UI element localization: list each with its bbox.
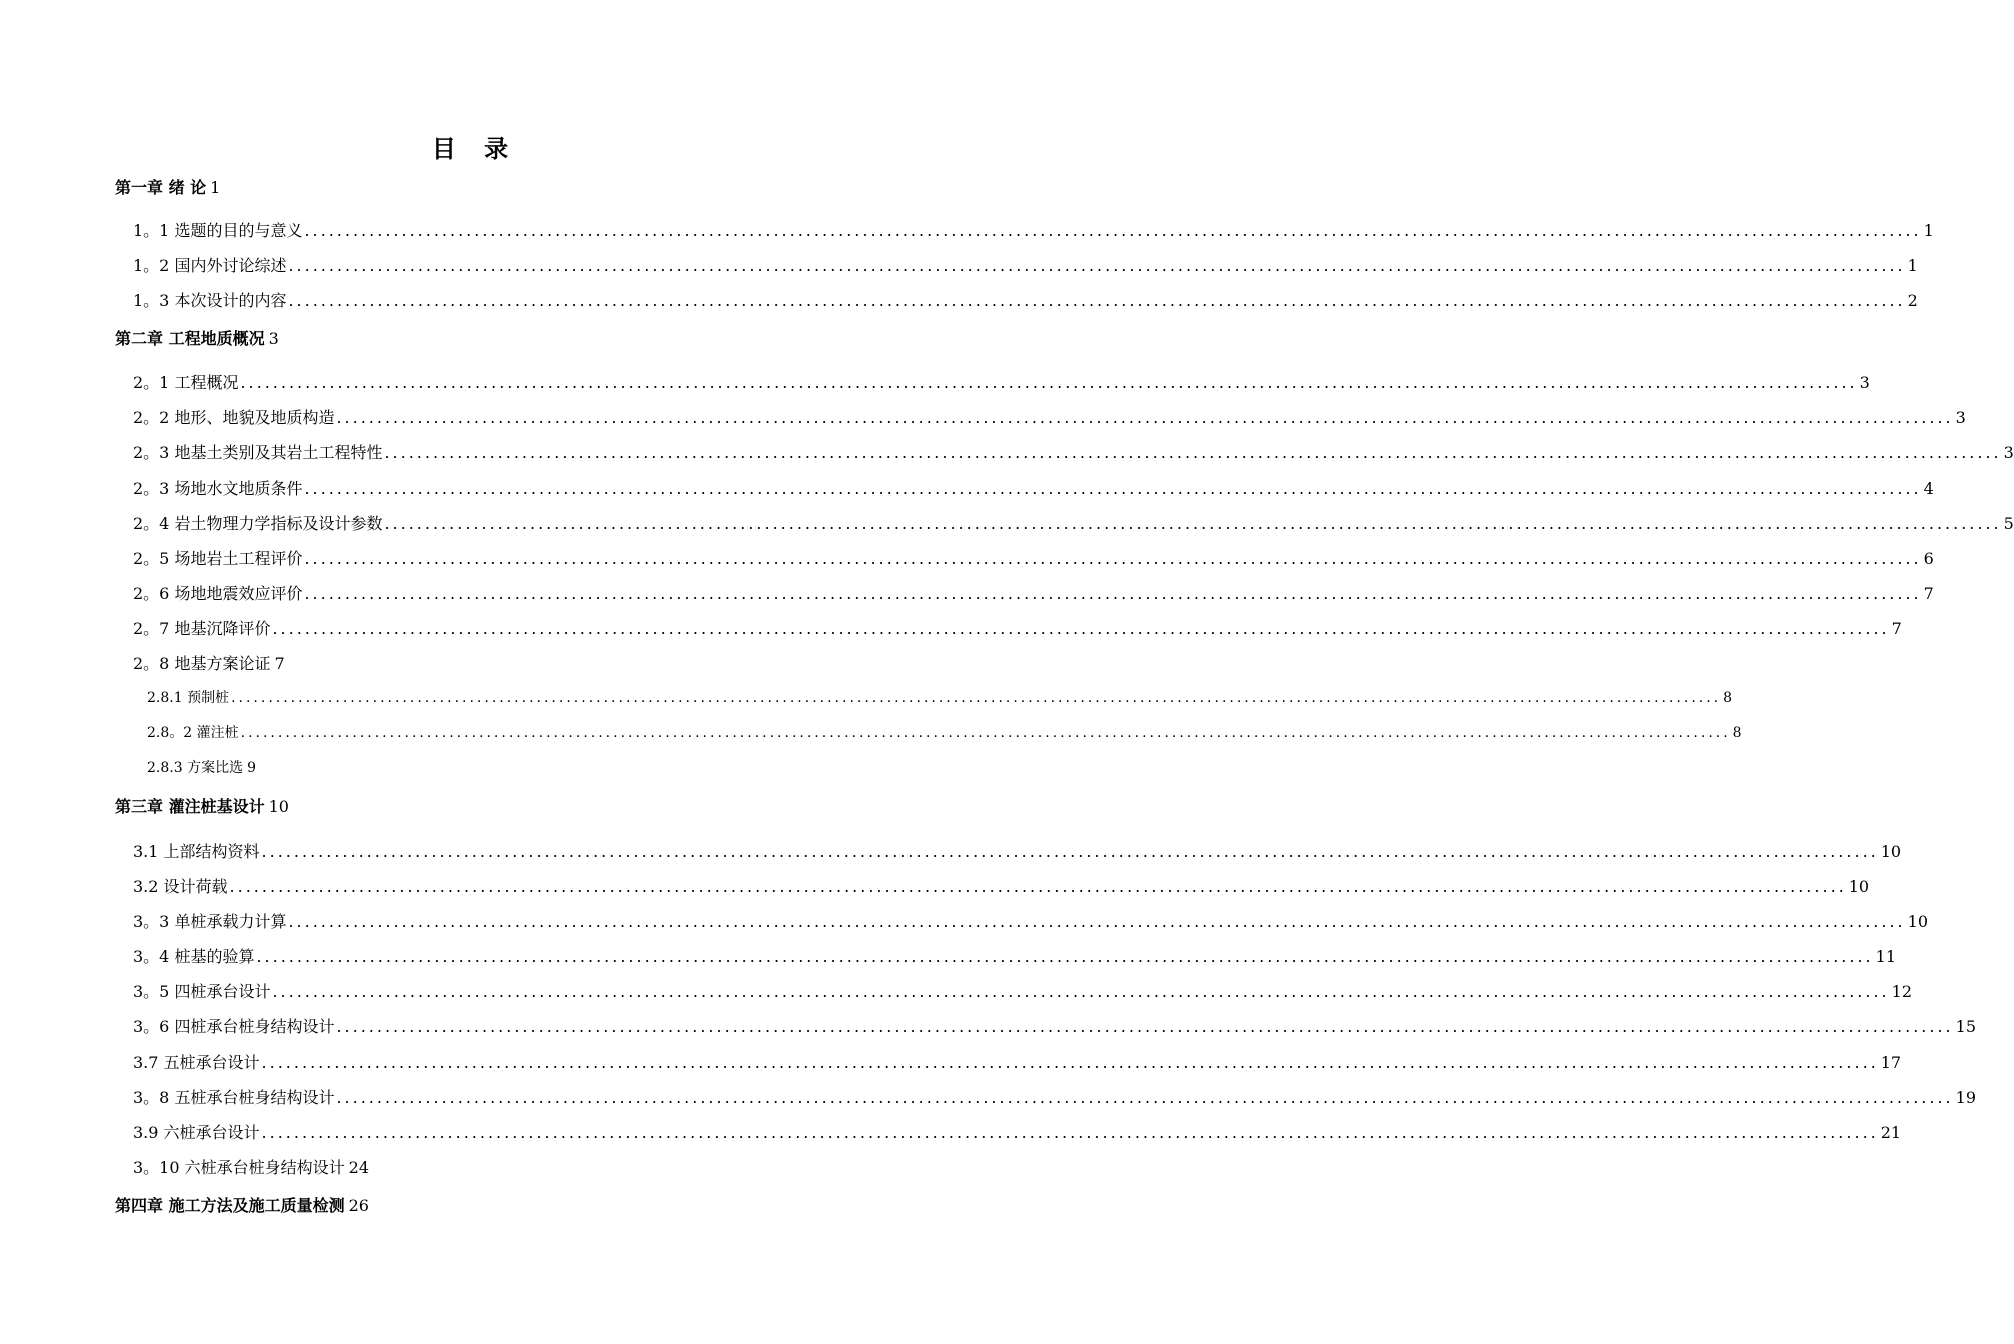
toc-dot-leader: ........................................................................................................................................................................................................ xyxy=(336,1088,1954,1107)
toc-page-number: 4 xyxy=(1923,479,1934,498)
toc-subsection-entry[interactable] xyxy=(147,687,1733,707)
toc-section-entry[interactable] xyxy=(133,546,1934,569)
toc-section-label: 3。4 桩基的验算 xyxy=(133,947,255,966)
toc-dot-leader: ........................................................................................................................................................................................................ xyxy=(384,514,2002,533)
toc-section-label: 3。8 五桩承台桩身结构设计 xyxy=(133,1088,335,1107)
toc-page-number: 3 xyxy=(268,329,279,348)
toc-dot-leader: ........................................................................................................................................................................................................ xyxy=(261,1053,1879,1072)
toc-chapter-entry[interactable] xyxy=(115,326,279,349)
toc-page-number: 12 xyxy=(1891,982,1912,1001)
toc-dot-leader: ........................................................................................................................................................................................................ xyxy=(304,479,1922,498)
toc-section-entry[interactable] xyxy=(133,476,1934,499)
toc-page-number: 21 xyxy=(1880,1123,1902,1142)
toc-section-label: 3。10 六桩承台桩身结构设计 xyxy=(133,1158,345,1177)
toc-page-number: 9 xyxy=(247,760,256,776)
toc-section-label: 2。6 场地地震效应评价 xyxy=(133,584,303,603)
toc-page-number: 7 xyxy=(274,654,285,673)
toc-dot-leader: ........................................................................................................................................................................................................ xyxy=(304,221,1922,240)
toc-dot-leader: ........................................................................................................................................................................................................ xyxy=(240,373,1858,392)
toc-page-number: 1 xyxy=(1907,256,1918,275)
toc-page-number: 8 xyxy=(1723,690,1733,706)
toc-section-entry[interactable] xyxy=(133,839,1902,862)
toc-page-number: 15 xyxy=(1955,1017,1976,1036)
toc-section-label: 2。1 工程概况 xyxy=(133,373,239,392)
toc-section-label: 2.8。2 灌注桩 xyxy=(147,725,239,741)
toc-section-entry[interactable] xyxy=(133,616,1902,639)
toc-dot-leader: ........................................................................................................................................................................................................ xyxy=(272,982,1890,1001)
toc-section-entry[interactable] xyxy=(133,253,1918,276)
toc-section-label: 3。6 四桩承台桩身结构设计 xyxy=(133,1017,335,1036)
toc-chapter-entry[interactable] xyxy=(115,794,289,817)
toc-section-entry[interactable] xyxy=(133,218,1934,241)
toc-dot-leader: ........................................................................................................................................................................................................ xyxy=(288,256,1906,275)
toc-page-number: 11 xyxy=(1875,947,1896,966)
toc-dot-leader: ........................................................................................................................................................................................................ xyxy=(304,549,1922,568)
toc-page-number: 1 xyxy=(1923,221,1934,240)
toc-dot-leader: ........................................................................................................................................................................................................ xyxy=(288,912,1906,931)
toc-chapter-label: 第一章 绪 论 xyxy=(115,178,207,197)
toc-page-number: 10 xyxy=(1848,877,1870,896)
toc-section-label: 2。3 场地水文地质条件 xyxy=(133,479,303,498)
toc-section-label: 2。7 地基沉降评价 xyxy=(133,619,271,638)
toc-section-entry[interactable] xyxy=(133,651,837,674)
toc-page-number: 7 xyxy=(1891,619,1902,638)
toc-page-number: 10 xyxy=(268,797,289,816)
toc-page-number: 24 xyxy=(348,1158,369,1177)
toc-chapter-entry[interactable] xyxy=(115,1193,369,1216)
toc-section-label: 3.9 六桩承台设计 xyxy=(133,1123,260,1142)
toc-dot-leader: ........................................................................................................................................................................................................ xyxy=(304,584,1922,603)
toc-section-entry[interactable] xyxy=(133,370,1870,393)
toc-chapter-entry[interactable] xyxy=(115,175,220,198)
toc-page-number: 10 xyxy=(1907,912,1928,931)
toc-section-entry[interactable] xyxy=(133,405,1966,428)
toc-page-number: 7 xyxy=(1923,584,1934,603)
toc-section-label: 2。8 地基方案论证 xyxy=(133,654,271,673)
toc-chapter-label: 第二章 工程地质概况 xyxy=(115,329,265,348)
toc-section-entry[interactable] xyxy=(133,1085,1976,1108)
toc-section-entry[interactable] xyxy=(133,440,2014,463)
toc-dot-leader: ........................................................................................................................................................................................................ xyxy=(384,443,2002,462)
toc-section-entry[interactable] xyxy=(133,874,1870,897)
toc-section-label: 3。3 单桩承载力计算 xyxy=(133,912,287,931)
toc-section-label: 3.1 上部结构资料 xyxy=(133,842,260,861)
toc-dot-leader: ........................................................................................................................................................................................................ xyxy=(261,1123,1879,1142)
toc-page-number: 8 xyxy=(1732,725,1742,741)
toc-dot-leader: ........................................................................................................................................................................................................ xyxy=(240,725,1731,741)
toc-section-label: 3.2 设计荷载 xyxy=(133,877,228,896)
toc-section-label: 3。5 四桩承台设计 xyxy=(133,982,271,1001)
toc-section-label: 2。3 地基土类别及其岩土工程特性 xyxy=(133,443,383,462)
toc-section-label: 1。2 国内外讨论综述 xyxy=(133,256,287,275)
toc-dot-leader: ........................................................................................................................................................................................................ xyxy=(261,842,1879,861)
toc-subsection-entry[interactable] xyxy=(147,757,837,777)
toc-page-number: 3 xyxy=(2003,443,2014,462)
page-title: 目 录 xyxy=(431,135,519,163)
toc-page-number: 3 xyxy=(1859,373,1870,392)
toc-dot-leader: ........................................................................................................................................................................................................ xyxy=(336,408,1954,427)
toc-section-label: 2。2 地形、地貌及地质构造 xyxy=(133,408,335,427)
toc-page-number: 19 xyxy=(1955,1088,1976,1107)
toc-page-number: 1 xyxy=(210,178,221,197)
toc-section-label: 2。5 场地岩土工程评价 xyxy=(133,549,303,568)
toc-section-entry[interactable] xyxy=(133,581,1934,604)
toc-section-entry[interactable] xyxy=(133,1014,1976,1037)
toc-section-entry[interactable] xyxy=(133,288,1918,311)
toc-section-label: 3.7 五桩承台设计 xyxy=(133,1053,260,1072)
toc-section-entry[interactable] xyxy=(133,979,1912,1002)
toc-subsection-entry[interactable] xyxy=(147,722,1742,742)
toc-page-number: 3 xyxy=(1955,408,1966,427)
toc-section-label: 2.8.3 方案比选 xyxy=(147,760,244,776)
toc-dot-leader: ........................................................................................................................................................................................................ xyxy=(272,619,1890,638)
toc-section-label: 1。1 选题的目的与意义 xyxy=(133,221,303,240)
toc-chapter-label: 第四章 施工方法及施工质量检测 xyxy=(115,1196,345,1215)
toc-page-number: 26 xyxy=(348,1196,369,1215)
toc-section-label: 2。4 岩土物理力学指标及设计参数 xyxy=(133,514,383,533)
toc-page-number: 2 xyxy=(1907,291,1918,310)
toc-page-number: 6 xyxy=(1923,549,1934,568)
toc-section-label: 2.8.1 预制桩 xyxy=(147,690,230,706)
toc-section-entry[interactable] xyxy=(133,1120,1902,1143)
toc-section-entry[interactable] xyxy=(133,1050,1902,1073)
toc-section-label: 1。3 本次设计的内容 xyxy=(133,291,287,310)
toc-dot-leader: ........................................................................................................................................................................................................ xyxy=(229,877,1847,896)
toc-page-number: 17 xyxy=(1880,1053,1902,1072)
toc-section-entry[interactable] xyxy=(133,909,1928,932)
toc-dot-leader: ........................................................................................................................................................................................................ xyxy=(231,690,1722,706)
toc-dot-leader: ........................................................................................................................................................................................................ xyxy=(288,291,1906,310)
toc-section-entry[interactable] xyxy=(133,944,1896,967)
toc-page-number: 5 xyxy=(2003,514,2014,533)
toc-chapter-label: 第三章 灌注桩基设计 xyxy=(115,797,265,816)
toc-dot-leader: ........................................................................................................................................................................................................ xyxy=(336,1017,1954,1036)
toc-page-number: 10 xyxy=(1880,842,1902,861)
toc-dot-leader: ........................................................................................................................................................................................................ xyxy=(256,947,1874,966)
toc-section-entry[interactable] xyxy=(133,511,2014,534)
toc-section-entry[interactable] xyxy=(133,1155,837,1178)
